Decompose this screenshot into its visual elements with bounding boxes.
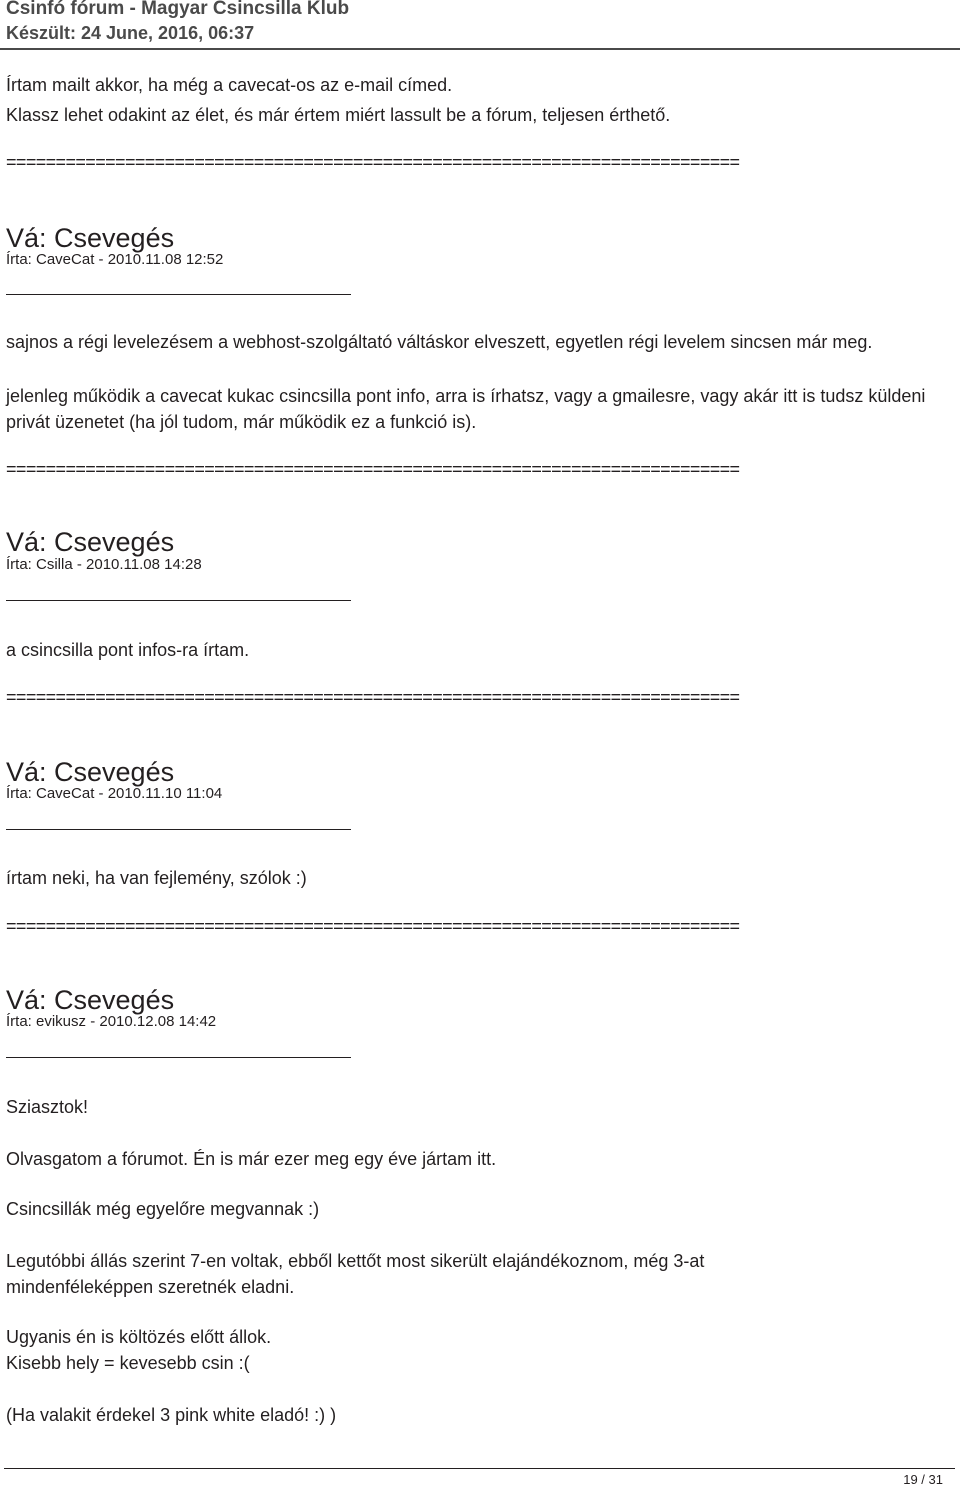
post-title: Vá: Csevegés	[6, 527, 175, 557]
post-title: Vá: Csevegés	[6, 757, 175, 787]
post-meta: Írta: evikusz - 2010.12.08 14:42	[6, 1013, 217, 1030]
post-paragraph: Olvasgatom a fórumot. Én is már ezer meg egy éve jártam itt.	[6, 1149, 497, 1169]
post-paragraph: sajnos a régi levelezésem a webhost-szolgáltató váltáskor elveszett, egyetlen régi levelem sincsen már meg.	[6, 332, 873, 352]
post-title: Vá: Csevegés	[6, 223, 175, 253]
separator: ==========================================================================	[6, 152, 740, 172]
post-paragraph: Sziasztok!	[6, 1097, 89, 1117]
post-meta: Írta: CaveCat - 2010.11.10 11:04	[6, 785, 223, 802]
post-rule	[6, 829, 351, 830]
separator: ==========================================================================	[6, 687, 740, 707]
post-paragraph: Csincsillák még egyelőre megvannak :)	[6, 1199, 320, 1219]
footer-rule	[4, 1468, 955, 1469]
post-paragraph: (Ha valakit érdekel 3 pink white eladó! :) )	[6, 1405, 337, 1425]
separator: ==========================================================================	[6, 916, 740, 936]
intro-line-1: Írtam mailt akkor, ha még a cavecat-os az e-mail címed.	[6, 75, 453, 95]
header-rule	[0, 48, 960, 50]
created-timestamp: Készült: 24 June, 2016, 06:37	[6, 23, 255, 43]
post-paragraph: Ugyanis én is költözés előtt állok.	[6, 1327, 272, 1347]
post-paragraph: a csincsilla pont infos-ra írtam.	[6, 640, 250, 660]
post-paragraph: írtam neki, ha van fejlemény, szólok :)	[6, 868, 307, 888]
post-title: Vá: Csevegés	[6, 985, 175, 1015]
post-meta: Írta: Csilla - 2010.11.08 14:28	[6, 556, 202, 573]
post-rule	[6, 600, 351, 601]
intro-line-2: Klassz lehet odakint az élet, és már értem miért lassult be a fórum, teljesen érthető.	[6, 105, 671, 125]
page-header	[0, 0, 960, 50]
post-paragraph: Kisebb hely = kevesebb csin :(	[6, 1353, 250, 1373]
post-rule	[6, 294, 351, 295]
site-title: Csinfó fórum - Magyar Csincsilla Klub	[6, 0, 350, 19]
post-meta: Írta: CaveCat - 2010.11.08 12:52	[6, 251, 224, 268]
post-paragraph: Legutóbbi állás szerint 7-en voltak, ebből kettőt most sikerült elajándékoznom, még 3-at mindenféleképpen szeretnék eladni.	[6, 1251, 705, 1297]
separator: ==========================================================================	[6, 459, 740, 479]
page-number: 19 / 31	[903, 1472, 943, 1487]
post-rule	[6, 1057, 351, 1058]
post-paragraph: jelenleg működik a cavecat kukac csincsilla pont info, arra is írhatsz, vagy a gmailesre, vagy akár itt is tudsz küldeni privát üzenetet (ha jól tudom, már működik ez a funkció is).	[6, 386, 926, 432]
